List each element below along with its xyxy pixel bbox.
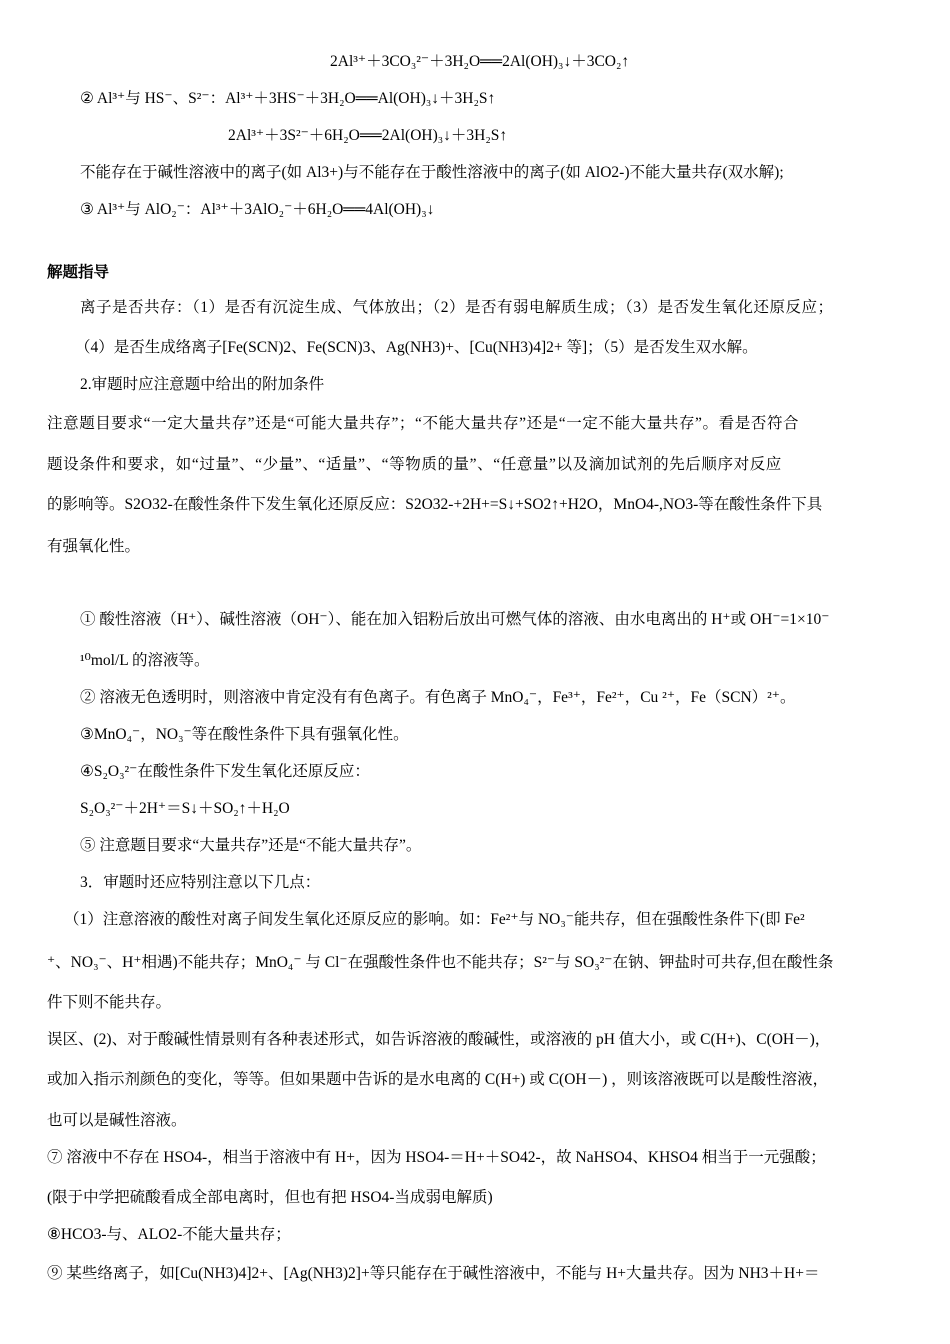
item-9: ⑨ 某些络离子，如[Cu(NH3)4]2+、[Ag(NH3)2]+等只能存在于碱性溶液中，不能与 H+大量共存。因为 NH3＋H+＝ — [47, 1265, 820, 1282]
point-3-title: 3．审题时还应特别注意以下几点： — [80, 874, 321, 891]
item-7-line-1: ⑦ 溶液中不存在 HSO4-，相当于溶液中有 H+，因为 HSO4-＝H+＋SO42-，故 NaHSO4、KHSO4 相当于一元强酸； — [47, 1149, 826, 1166]
coexist-criteria-2: （4）是否生成络离子[Fe(SCN)2、Fe(SCN)3、Ag(NH3)+、[Cu(NH3)4]2+ 等]；（5）是否发生双水解。 — [75, 339, 758, 356]
item-4: ④S₂O₃²⁻在酸性条件下发生氧化还原反应： — [80, 763, 370, 780]
point-2-title: 2.审题时应注意题中给出的附加条件 — [80, 376, 325, 393]
para-line-4: 有强氧化性。 — [47, 538, 141, 555]
misconception-line-1: 误区、(2)、对于酸碱性情景则有各种表述形式，如告诉溶液的酸碱性，或溶液的 pH 值大小，或 C(H+)、C(OH－)， — [47, 1031, 831, 1048]
equation-al-co3: 2Al³⁺＋3CO₃²⁻＋3H₂O══2Al(OH)₃↓＋3CO₂↑ — [330, 53, 630, 70]
para-line-2: 题设条件和要求，如“过量”、“少量”、“适量”、“等物质的量”、“任意量”以及滴加试剂的先后顺序对反应 — [47, 456, 782, 473]
item-al-hs: ② Al³⁺与 HS⁻、S²⁻：Al³⁺＋3HS⁻＋3H₂O══Al(OH)₃↓＋3H₂S↑ — [80, 90, 496, 107]
item-al-alo2: ③ Al³⁺与 AlO₂⁻：Al³⁺＋3AlO₂⁻＋6H₂O══4Al(OH)₃↓ — [80, 201, 435, 218]
item-1-line-2: ¹⁰mol/L 的溶液等。 — [80, 652, 210, 669]
para-line-3: 的影响等。S2O32-在酸性条件下发生氧化还原反应：S2O32-+2H+=S↓+SO2↑+H2O，MnO4-,NO3-等在酸性条件下具 — [47, 496, 823, 513]
item-4-equation: S₂O₃²⁻＋2H⁺＝S↓＋SO₂↑＋H₂O — [80, 800, 290, 817]
item-8: ⑧HCO3-与、ALO2-不能大量共存； — [47, 1226, 291, 1243]
item-1-line-1: ① 酸性溶液（H⁺）、碱性溶液（OH⁻）、能在加入铝粉后放出可燃气体的溶液、由水电离出的 H⁺或 OH⁻=1×10⁻ — [80, 611, 830, 628]
misconception-line-3: 也可以是碱性溶液。 — [47, 1112, 187, 1129]
double-hydrolysis-note: 不能存在于碱性溶液中的离子(如 Al3+)与不能存在于酸性溶液中的离子(如 AlO2-)不能大量共存(双水解); — [80, 164, 784, 181]
item-3: ③MnO₄⁻，NO₃⁻等在酸性条件下具有强氧化性。 — [80, 726, 409, 743]
item-7-line-2: (限于中学把硫酸看成全部电离时，但也有把 HSO4-当成弱电解质) — [47, 1189, 493, 1206]
para-line-1: 注意题目要求“一定大量共存”还是“可能大量共存”；“不能大量共存”还是“一定不能大量共存”。看是否符合 — [47, 415, 800, 432]
item-2: ② 溶液无色透明时，则溶液中肯定没有有色离子。有色离子 MnO₄⁻，Fe³⁺，Fe²⁺，Cu ²⁺，Fe（SCN）²⁺。 — [80, 689, 796, 706]
note-1-line-2: ⁺、NO₃⁻、H⁺相遇)不能共存；MnO₄⁻ 与 Cl⁻在强酸性条件也不能共存；S²⁻与 SO₃²⁻在钠、钾盐时可共存,但在酸性条 — [47, 954, 834, 971]
section-heading: 解题指导 — [47, 264, 110, 281]
misconception-line-2: 或加入指示剂颜色的变化，等等。但如果题中告诉的是水电离的 C(H+) 或 C(OH－) ，则该溶液既可以是酸性溶液， — [47, 1071, 829, 1088]
note-1-line-1: （1）注意溶液的酸性对离子间发生氧化还原反应的影响。如：Fe²⁺与 NO₃⁻能共存，但在强酸性条件下(即 Fe² — [64, 911, 805, 928]
note-1-line-3: 件下则不能共存。 — [47, 994, 172, 1011]
equation-al-s: 2Al³⁺＋3S²⁻＋6H₂O══2Al(OH)₃↓＋3H₂S↑ — [228, 127, 508, 144]
item-5: ⑤ 注意题目要求“大量共存”还是“不能大量共存”。 — [80, 837, 422, 854]
coexist-criteria-1: 离子是否共存：（1）是否有沉淀生成、气体放出；（2）是否有弱电解质生成；（3）是否发生氧化还原反应； — [80, 299, 834, 316]
